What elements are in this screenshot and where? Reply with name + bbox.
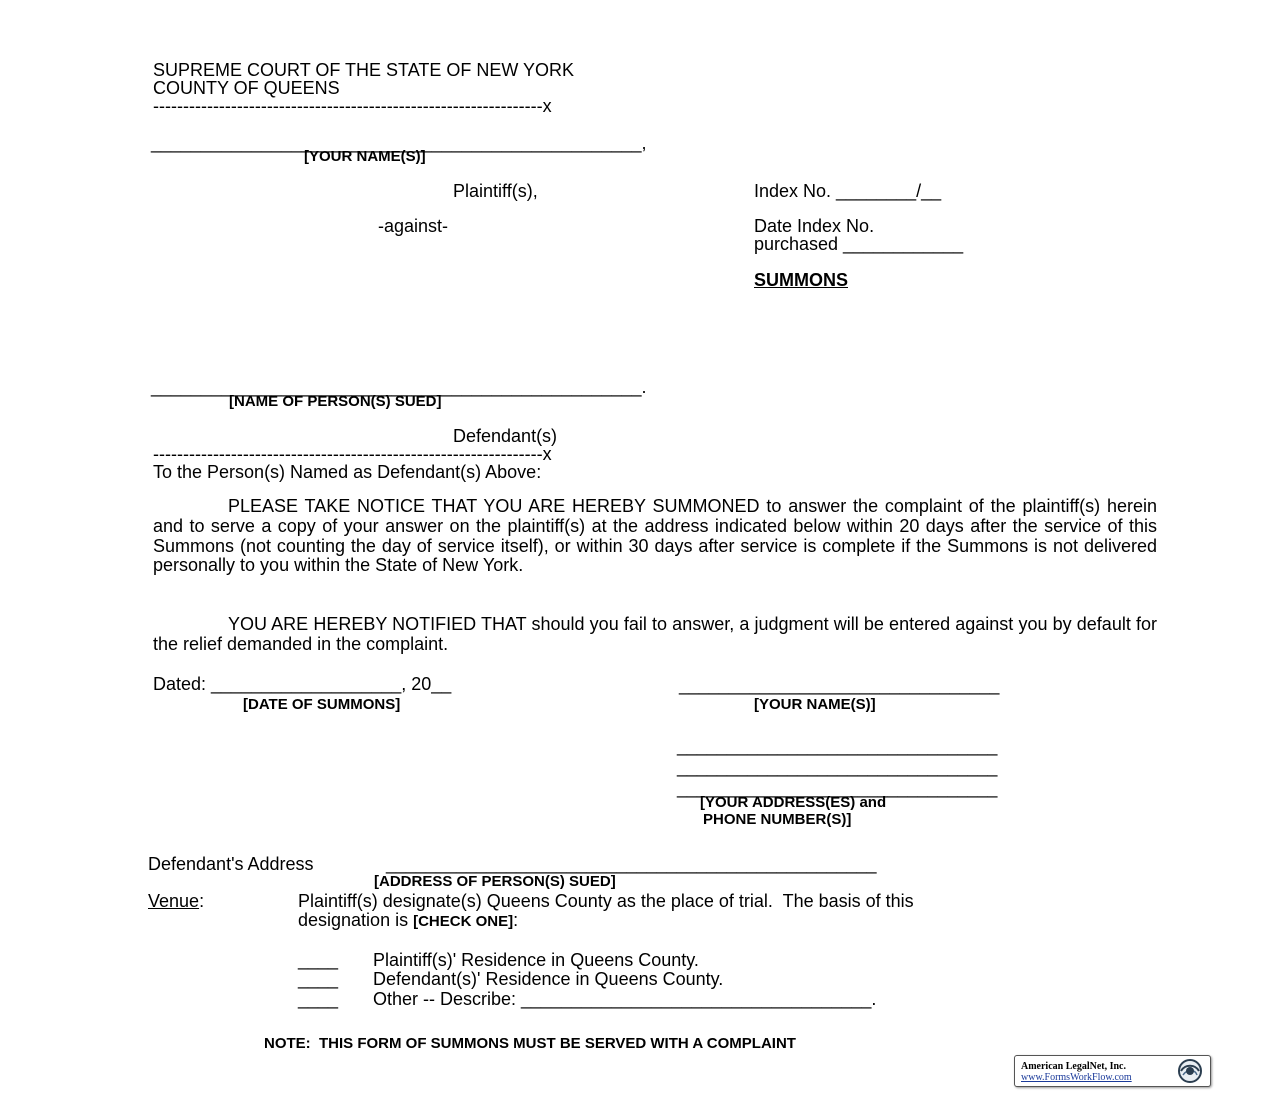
caption-bottom-divider: -----------------------------------------------------------------x <box>153 444 552 464</box>
dated-field[interactable]: Dated: ___________________, 20__ <box>153 674 452 694</box>
defendant-name-label: [NAME OF PERSON(S) SUED] <box>229 393 442 410</box>
globe-icon <box>1173 1058 1207 1084</box>
venue-line2-prefix: designation is <box>298 910 414 930</box>
addressee-line: To the Person(s) Named as Defendant(s) Above: <box>153 462 542 482</box>
venue-text-line2 <box>298 910 518 932</box>
date-index-label: Date Index No. <box>754 216 875 236</box>
venue-option-3-label[interactable]: Other -- Describe: ___________________________________. <box>373 989 877 1009</box>
document-title: SUMMONS <box>754 270 848 290</box>
logo-company-name: American LegalNet, Inc. <box>1021 1061 1126 1072</box>
venue-heading <box>148 891 204 911</box>
default-notice-paragraph <box>153 615 1157 655</box>
caption-top-divider: -----------------------------------------------------------------x <box>153 96 552 116</box>
venue-line2-suffix: : <box>513 910 519 930</box>
venue-colon: : <box>199 891 205 911</box>
notice-text: PLEASE TAKE NOTICE THAT YOU ARE HEREBY SUMMONED to answer the complaint of the plaintiff(s) herein and to serve a copy of your answer on the plaintiff(s) at the address indicated below within 20 days after the service of this Summons (not counting the day of service itself), or within 30 days after service is complete if the Summons is not delivered personally to you within the State of New York. <box>153 496 1157 576</box>
address-label-1: [YOUR ADDRESS(ES) and <box>700 794 887 811</box>
defendant-role: Defendant(s) <box>453 426 558 446</box>
default-text: YOU ARE HEREBY NOTIFIED THAT should you fail to answer, a judgment will be entered against you by default for the relief demanded in the complaint. <box>153 614 1157 654</box>
venue-option-1-label: Plaintiff(s)' Residence in Queens County. <box>373 950 699 970</box>
logo-url-link[interactable]: www.FormsWorkFlow.com <box>1021 1072 1132 1083</box>
defendant-name-blank[interactable]: _________________________________________________. <box>151 377 647 397</box>
county-name: COUNTY OF QUEENS <box>153 78 340 98</box>
american-legalnet-logo[interactable] <box>1014 1055 1211 1087</box>
index-number-field[interactable]: Index No. ________/__ <box>754 181 942 201</box>
address-line-2[interactable]: ________________________________ <box>677 757 998 777</box>
service-note: NOTE: THIS FORM OF SUMMONS MUST BE SERVED WITH A COMPLAINT <box>264 1035 796 1052</box>
your-name-label: [YOUR NAME(S)] <box>754 696 876 713</box>
venue-text-line1: Plaintiff(s) designate(s) Queens County as the place of trial. The basis of this <box>298 891 914 911</box>
venue-option-2-checkbox[interactable]: ____ <box>298 969 339 989</box>
address-line-3[interactable]: ________________________________ <box>677 778 998 798</box>
defendant-address-label: Defendant's Address <box>148 854 314 874</box>
venue-option-1-checkbox[interactable]: ____ <box>298 950 339 970</box>
defendant-address-field[interactable]: _________________________________________________ <box>386 854 877 874</box>
address-line-1[interactable]: ________________________________ <box>677 736 998 756</box>
your-name-signature-line[interactable]: ________________________________ <box>679 675 1000 695</box>
against-label: -against- <box>378 216 449 236</box>
venue-option-3-checkbox[interactable]: ____ <box>298 989 339 1009</box>
date-index-purchased-field[interactable]: purchased ____________ <box>754 234 964 254</box>
plaintiff-name-blank[interactable]: _________________________________________________, <box>151 133 647 153</box>
court-name: SUPREME COURT OF THE STATE OF NEW YORK <box>153 60 575 80</box>
venue-label: Venue <box>148 891 200 911</box>
venue-option-2-label: Defendant(s)' Residence in Queens County. <box>373 969 724 989</box>
plaintiff-role: Plaintiff(s), <box>453 181 538 201</box>
summons-notice-paragraph <box>153 497 1157 576</box>
defendant-address-sublabel: [ADDRESS OF PERSON(S) SUED] <box>374 873 616 890</box>
address-label-2: PHONE NUMBER(S)] <box>703 811 852 828</box>
check-one-label: [CHECK ONE] <box>413 913 514 930</box>
date-of-summons-label: [DATE OF SUMMONS] <box>243 696 401 713</box>
plaintiff-name-label: [YOUR NAME(S)] <box>304 148 426 165</box>
